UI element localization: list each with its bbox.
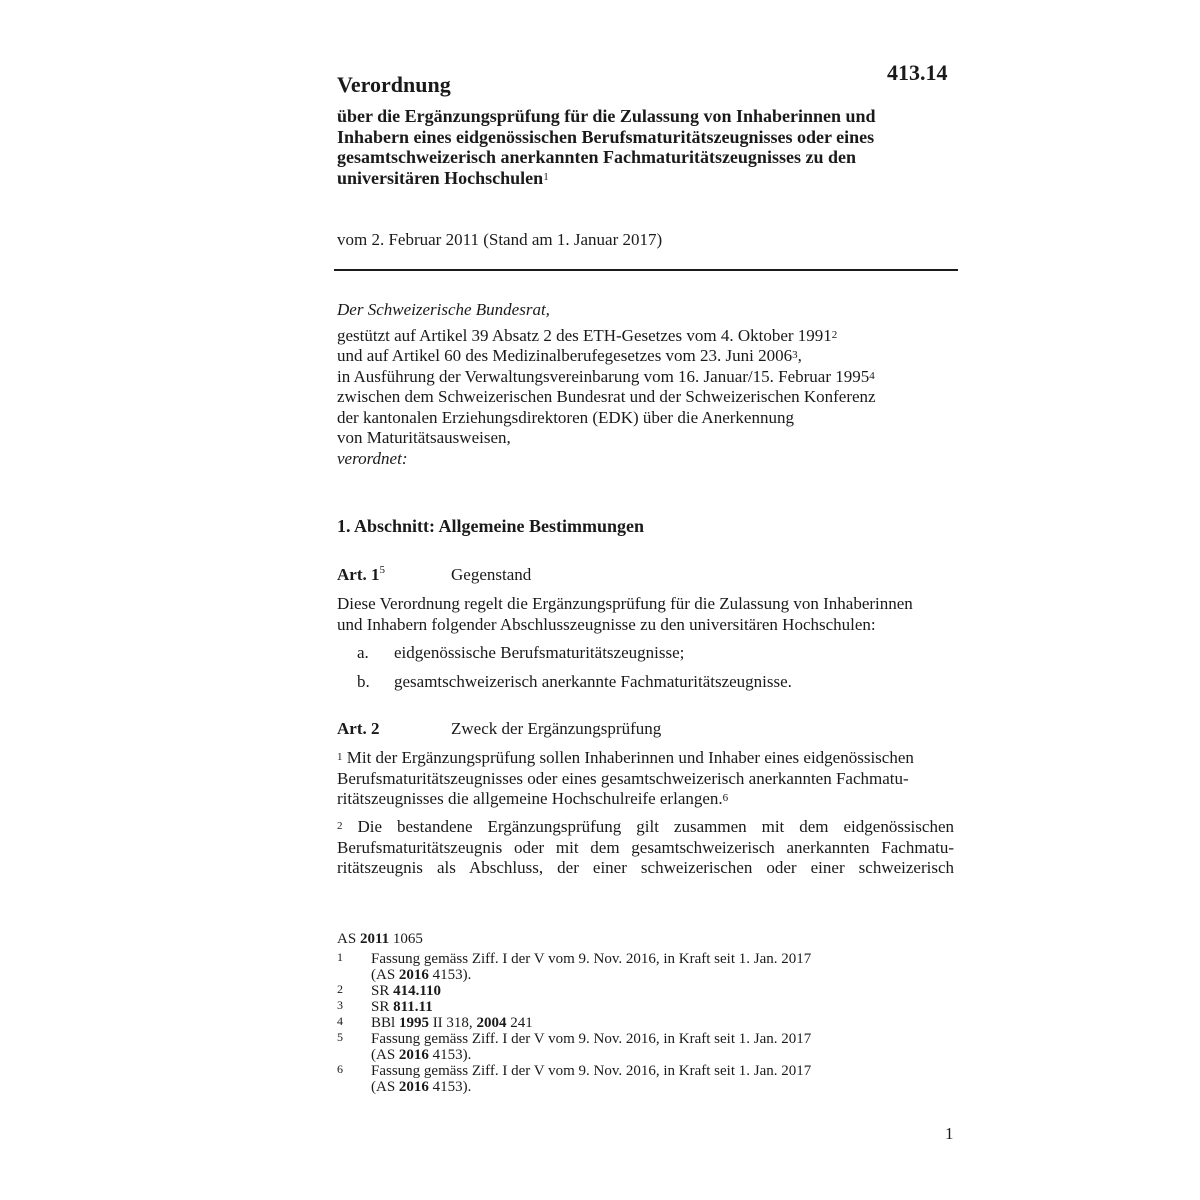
preamble-line: in Ausführung der Verwaltungsvereinbarung vom 16. Januar/15. Februar 1995$^4$ [337,366,875,386]
list-text: gesamtschweizerisch anerkannte Fachmaturitätszeugnisse. [394,672,792,691]
subtitle-line: über die Ergänzungsprüfung für die Zulassung von Inhaberinnen und [337,106,876,126]
article-2-paragraph-1: $^1$ Mit der Ergänzungsprüfung sollen Inhaberinnen und Inhaber eines eidgenössischen Berufsmaturitätszeugnisses oder eines gesamtschweizerisch anerkannten Fachmatu- ritätszeugnisses die allgemeine Hochschulreife erlangen.$^6$ [337,748,914,808]
sr-number: 413.14 [887,60,948,85]
preamble-line: der kantonalen Erziehungsdirektoren (EDK) über die Anerkennung [337,407,794,427]
preamble-verordnet: verordnet: [337,448,408,468]
paragraph-number: 1 [337,751,343,763]
preamble-line: von Maturitätsausweisen, [337,428,511,447]
list-letter: b. [357,672,370,691]
subtitle-line: universitären Hochschulen$^1$ [337,167,549,188]
paragraph-number: 2 [337,820,343,832]
article-1-text: Diese Verordnung regelt die Ergänzungsprüfung für die Zulassung von Inhaberinnen und Inhabern folgender Abschlusszeugnisse zu den universitären Hochschulen: [337,594,913,634]
article-1-heading [337,565,957,587]
article-2-paragraph-2: $^2$ Die bestandene Ergänzungsprüfung gilt zusammen mit dem eidgenössischen Berufsmaturitätszeugnis oder mit dem gesamtschweizerisch anerkannten Fachmatu- ritätszeugnis als Abschluss, der einer schweizerischen oder einer schweizerisch [337,817,954,877]
footnote-3: 3 SR 811.11 [337,998,433,1015]
footnote-4: 4 BBl 1995 II 318, 2004 241 [337,1014,533,1031]
section-heading: 1. Abschnitt: Allgemeine Bestimmungen [337,516,645,536]
footnote-1: 1 Fassung gemäss Ziff. I der V vom 9. Nov. 2016, in Kraft seit 1. Jan. 2017 (AS 2016 4153). [337,950,812,983]
subtitle-line: gesamtschweizerisch anerkannten Fachmaturitätszeugnisses zu den [337,147,856,167]
footnote-ref[interactable]: 2 [831,328,838,341]
list-item [337,643,957,665]
article-title: Zweck der Ergänzungsprüfung [451,719,662,738]
footnote-5: 5 Fassung gemäss Ziff. I der V vom 9. Nov. 2016, in Kraft seit 1. Jan. 2017 (AS 2016 4153). [337,1030,812,1063]
preamble [337,300,957,469]
footnote-ref[interactable]: 4 [869,369,875,382]
footnote-ref[interactable]: 1 [543,170,549,183]
header-divider [334,269,958,271]
preamble-line: gestützt auf Artikel 39 Absatz 2 des ETH-Gesetzes vom 4. Oktober 1991$^2$ [337,325,838,345]
footnote-2: 2 SR 414.110 [337,982,442,999]
list-item [337,672,957,694]
article-number: Art. 2 [337,719,380,738]
footnote-ref[interactable]: 5 [379,564,385,576]
page-title: Verordnung [337,72,451,97]
preamble-line: und auf Artikel 60 des Medizinalberufegesetzes vom 23. Juni 2006$^3$, [337,346,802,365]
list-text: eidgenössische Berufsmaturitätszeugnisse; [394,643,685,662]
footnote-as: AS 2011 1065 [337,931,423,947]
subtitle-line: Inhabern eines eidgenössischen Berufsmaturitätszeugnisses oder eines [337,126,875,147]
footnote-ref[interactable]: 6 [722,792,729,804]
article-2-heading [337,719,957,741]
document-date: vom 2. Februar 2011 (Stand am 1. Januar 2017) [337,230,663,249]
article-title: Gegenstand [451,565,532,584]
footnote-6: 6 Fassung gemäss Ziff. I der V vom 9. Nov. 2016, in Kraft seit 1. Jan. 2017 (AS 2016 4153). [337,1062,812,1095]
article-number: Art. $1^5$ [337,564,385,584]
footnote-ref[interactable]: 3 [792,349,798,361]
preamble-intro: Der Schweizerische Bundesrat, [337,300,550,319]
document-subtitle [337,106,957,188]
preamble-line: zwischen dem Schweizerischen Bundesrat und der Schweizerischen Konferenz [337,387,876,406]
list-letter: a. [357,643,369,662]
page-number: 1 [945,1124,954,1143]
